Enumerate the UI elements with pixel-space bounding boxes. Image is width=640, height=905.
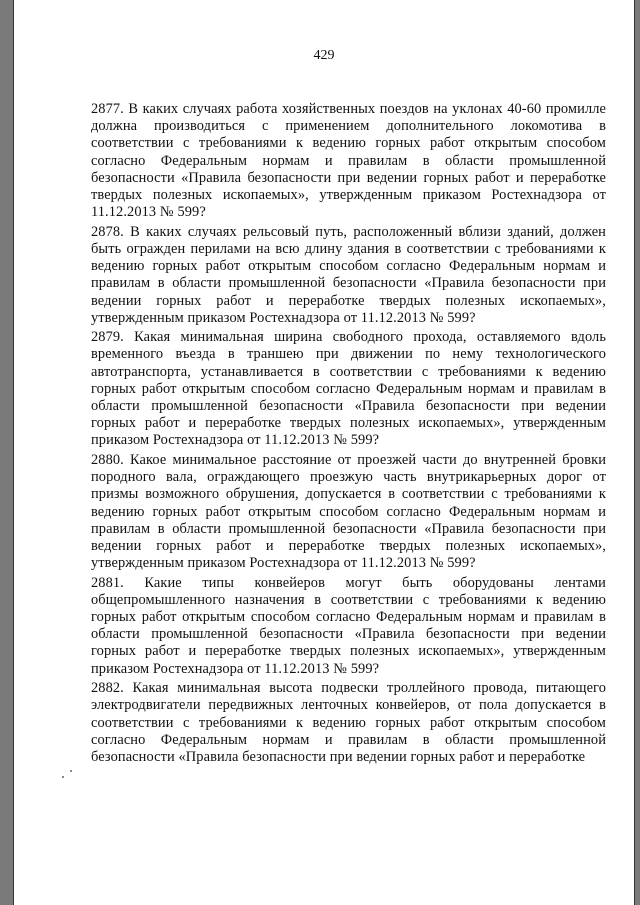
scan-speck (62, 776, 64, 778)
scan-speck (70, 770, 72, 772)
document-page (13, 0, 635, 905)
question-2879: 2879. Какая минимальная ширина свободного прохода, оставляемого вдоль временного въезда в траншею при движении по нему технологического автотранспорта, устанавливается в соответствии с требованиями к ведению горных работ открытым способом согласно Федеральным нормам и правилам в области промышленной безопасности «Правила безопасности при ведении горных работ и переработке твердых полезных ископаемых», утвержденным приказом Ростехнадзора от 11.12.2013 № 599? (91, 329, 606, 449)
question-2877: 2877. В каких случаях работа хозяйственных поездов на уклонах 40-60 промилле должна производиться с применением дополнительного локомотива в соответствии с требованиями к ведению горных работ открытым способом согласно Федеральным нормам и правилам в области промышленной безопасности «Правила безопасности при ведении горных работ и переработке твердых полезных ископаемых», утвержденным приказом Ростехнадзора от 11.12.2013 № 599? (91, 101, 606, 221)
question-list (91, 101, 606, 769)
page-number: 429 (313, 48, 335, 63)
question-2881: 2881. Какие типы конвейеров могут быть оборудованы лентами общепромышленного назначения в соответствии с требованиями к ведению горных работ открытым способом согласно Федеральным нормам и правилам в области промышленной безопасности «Правила безопасности при ведении горных работ и переработке твердых полезных ископаемых», утвержденным приказом Ростехнадзора от 11.12.2013 № 599? (91, 574, 606, 677)
question-2878: 2878. В каких случаях рельсовый путь, расположенный вблизи зданий, должен быть огражден перилами на всю длину здания в соответствии с требованиями к ведению горных работ открытым способом согласно Федеральным нормам и правилам в области промышленной безопасности «Правила безопасности при ведении горных работ и переработке твердых полезных ископаемых», утвержденным приказом Ростехнадзора от 11.12.2013 № 599? (91, 223, 606, 326)
question-2880: 2880. Какое минимальное расстояние от проезжей части до внутренней бровки породного вала, ограждающего проезжую часть внутрикарьерных дорог от призмы возможного обрушения, допускается в соответствии с требованиями к ведению горных работ открытым способом согласно Федеральным нормам и правилам в области промышленной безопасности «Правила безопасности при ведении горных работ и переработке твердых полезных ископаемых», утвержденным приказом Ростехнадзора от 11.12.2013 № 599? (91, 451, 606, 572)
question-2882: 2882. Какая минимальная высота подвески троллейного провода, питающего электродвигатели передвижных ленточных конвейеров, от пола допускается в соответствии с требованиями к ведению горных работ открытым способом согласно Федеральным нормам и правилам в области промышленной безопасности «Правила безопасности при ведении горных работ и переработке (91, 680, 606, 765)
